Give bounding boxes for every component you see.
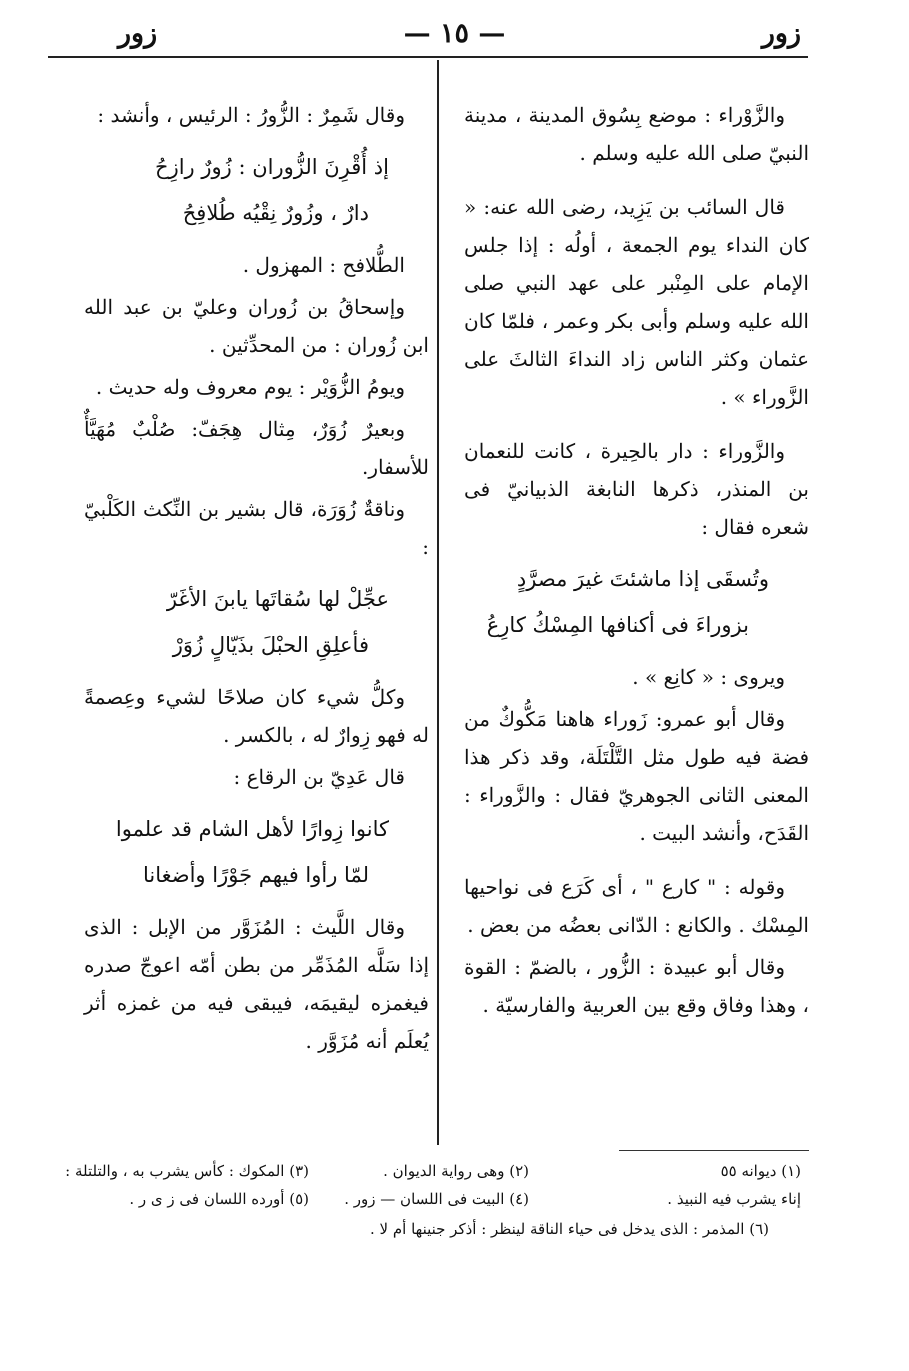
right-column [464,96,809,1028]
paragraph-abu-amr: وقال أبو عمرو: زَوراء هاهنا مَكُّوكٌ من فضة فيه طول مثل التَّلْتَلَة، وقد ذكر هذا المعنى الثانى الجوهريّ فقال : والزَّوراء : القَدَح، وأنشد البيت . [464,707,809,845]
verse-sugat-1: عجِّلْ لها سُقاتَها يابنَ الأغَرّ [166,587,389,611]
paragraph-zawraa-madina: والزَّوْراء : موضع بِسُوق المدينة ، مدينة النبيّ صلى الله عليه وسلم . [464,103,809,165]
footnote-3: (٣) المكوك : كأس يشرب به ، والتلتلة : [65,1162,309,1180]
verse-zuran-2: دارٌ ، وزُورٌ نِقْيُه طُلافِحُ [182,201,369,225]
running-head-left: زور [118,18,158,49]
verse-adiy-2: لمّا رأوا فيهم جَوْرًا وأضغانا [142,863,369,887]
paragraph-naqa: وناقةٌ زُوَرَة، قال بشير بن النِّكث الكَلْبيّ : [84,497,429,559]
footnote-4: (٤) البيت فى اللسان — زور . [344,1190,529,1208]
paragraph-tulafih: الطُّلافح : المهزول . [242,253,405,277]
verse-sugat-2: فأعلِقِ الحبْلَ بذَيّالٍ زُوَرْ [172,633,369,657]
paragraph-adiy: قال عَدِيّ بن الرقاع : [233,765,405,789]
footnote-2: (٢) وهى رواية الديوان . [383,1162,529,1180]
footnote-6: (٦) المذمر : الذى يدخل فى حياء الناقة لينظر : أذكر جنينها أم لا . [370,1220,769,1238]
left-column [84,96,429,1064]
footnote-rule [619,1150,809,1151]
paragraph-zawraa-hira: والزَّوراء : دار بالحِيرة ، كانت للنعمان بن المنذر، ذكرها النابغة الذبيانيّ فى شعره فقال : [464,439,809,539]
paragraph-variant: ويروى : « كانِع » . [632,665,785,689]
running-head-right: زور [761,18,801,49]
paragraph-abu-ubayda: وقال أبو عبيدة : الزُّور ، بالضمّ : القوة ، وهذا وفاق وقع بين العربية والفارسيّة . [464,955,809,1017]
column-divider [437,60,439,1145]
paragraph-baeer: وبعيرٌ زُوَرٌ، مِثال هِجَفّ: صُلْبٌ مُهَيَّأٌ للأسفار. [84,417,429,479]
page-number: — ١٥ — [403,18,506,49]
verse-adiy-1: كانوا زِوارًا لأهل الشام قد علموا [115,817,389,841]
footnote-3-continued: إناء يشرب فيه النبيذ . [667,1190,801,1208]
paragraph-ziwar: وكلُّ شيء كان صلاحًا لشيء وعِصمةً له فهو زِوارٌ له ، بالكسر . [84,685,429,747]
verse-line-2: بزوراءَ فى أكنافها المِسْكُ كارِعُ [486,613,749,637]
header-rule [48,56,808,58]
paragraph-saib-hadith: قال السائب بن يَزِيد، رضى الله عنه: « كان النداء يوم الجمعة ، أولُه : إذا جلس الإمام على المِنْبر على عهد النبي صلى الله عليه وسلم وأبى بكر وعمر ، فلمّا كان عثمان وكثر الناس زاد النداءَ الثالثَ على الزَّوراء » . [464,195,809,409]
verse-line-1: وتُسقَى إذا ماشئتَ غيرَ مصرَّدٍ [516,567,769,591]
footnote-1: (١) ديوانه ٥٥ [720,1162,801,1180]
paragraph-kari: وقوله : " كارع " ، أى كَرَع فى نواحيها المِسْك . والكانع : الدّانى بعضُه من بعض . [464,875,809,937]
paragraph-layth: وقال اللَّيث : المُزَوَّر من الإبل : الذى إذا سَلَّه المُذَمِّر من بطن أمّه اعوجّ صدره فيغمزه ليقيمَه، فيبقى فيه من غمزه أثر يُعلَم أنه مُزَوَّر . [84,915,429,1053]
paragraph-shamir: وقال شَمِرٌ : الزُّورُ : الرئيس ، وأنشد : [97,103,405,127]
paragraph-ishaq: وإسحاقُ بن زُوران وعليّ بن عبد الله ابن زُوران : من المحدِّثين . [84,295,429,357]
footnote-5: (٥) أورده اللسان فى ز ى ر . [129,1190,309,1208]
verse-zuran-1: إذ أُقْرِنَ الزُّوران : زُورٌ رازِحُ [155,155,389,179]
paragraph-zuwayr: ويومُ الزُّوَيْر : يوم معروف وله حديث . [95,375,405,399]
